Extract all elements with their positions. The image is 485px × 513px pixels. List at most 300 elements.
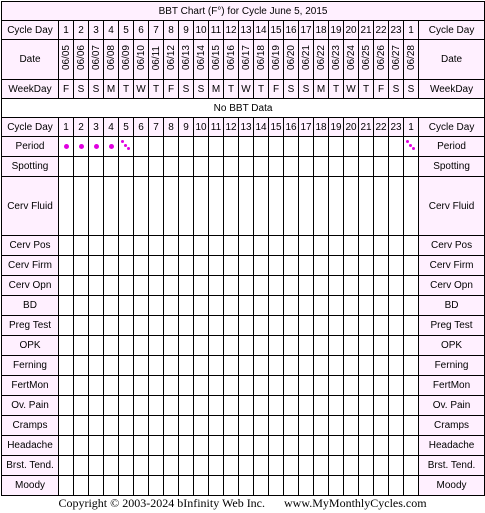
opk-cell[interactable] <box>269 336 284 356</box>
moody-cell[interactable] <box>179 476 194 496</box>
bd-cell[interactable] <box>374 296 389 316</box>
cramps-cell[interactable] <box>149 416 164 436</box>
fertmon-cell[interactable] <box>89 376 104 396</box>
cerv-fluid-cell[interactable] <box>164 177 179 236</box>
fertmon-cell[interactable] <box>119 376 134 396</box>
preg-test-cell[interactable] <box>209 316 224 336</box>
headache-cell[interactable] <box>74 436 89 456</box>
opk-cell[interactable] <box>149 336 164 356</box>
cerv-opn-cell[interactable] <box>284 276 299 296</box>
fertmon-cell[interactable] <box>299 376 314 396</box>
cramps-cell[interactable] <box>89 416 104 436</box>
headache-cell[interactable] <box>104 436 119 456</box>
preg-test-cell[interactable] <box>104 316 119 336</box>
headache-cell[interactable] <box>179 436 194 456</box>
cerv-opn-cell[interactable] <box>104 276 119 296</box>
ov-pain-cell[interactable] <box>389 396 404 416</box>
bd-cell[interactable] <box>359 296 374 316</box>
moody-cell[interactable] <box>284 476 299 496</box>
ferning-cell[interactable] <box>314 356 329 376</box>
ov-pain-cell[interactable] <box>134 396 149 416</box>
cramps-cell[interactable] <box>119 416 134 436</box>
headache-cell[interactable] <box>344 436 359 456</box>
ov-pain-cell[interactable] <box>224 396 239 416</box>
cerv-firm-cell[interactable] <box>344 256 359 276</box>
cerv-pos-cell[interactable] <box>74 236 89 256</box>
cerv-fluid-cell[interactable] <box>209 177 224 236</box>
preg-test-cell[interactable] <box>149 316 164 336</box>
period-cell[interactable] <box>224 137 239 157</box>
cerv-opn-cell[interactable] <box>269 276 284 296</box>
period-cell[interactable] <box>179 137 194 157</box>
period-cell[interactable] <box>284 137 299 157</box>
ov-pain-cell[interactable] <box>344 396 359 416</box>
brst-tend-cell[interactable] <box>59 456 74 476</box>
period-cell[interactable] <box>59 137 74 157</box>
ov-pain-cell[interactable] <box>179 396 194 416</box>
cramps-cell[interactable] <box>209 416 224 436</box>
cerv-firm-cell[interactable] <box>359 256 374 276</box>
fertmon-cell[interactable] <box>329 376 344 396</box>
cerv-firm-cell[interactable] <box>164 256 179 276</box>
cerv-pos-cell[interactable] <box>89 236 104 256</box>
moody-cell[interactable] <box>149 476 164 496</box>
brst-tend-cell[interactable] <box>404 456 419 476</box>
moody-cell[interactable] <box>119 476 134 496</box>
cramps-cell[interactable] <box>134 416 149 436</box>
fertmon-cell[interactable] <box>164 376 179 396</box>
brst-tend-cell[interactable] <box>104 456 119 476</box>
cramps-cell[interactable] <box>389 416 404 436</box>
cerv-fluid-cell[interactable] <box>329 177 344 236</box>
bd-cell[interactable] <box>224 296 239 316</box>
period-cell[interactable] <box>104 137 119 157</box>
spotting-cell[interactable] <box>389 157 404 177</box>
moody-cell[interactable] <box>134 476 149 496</box>
cerv-fluid-cell[interactable] <box>104 177 119 236</box>
cramps-cell[interactable] <box>329 416 344 436</box>
preg-test-cell[interactable] <box>119 316 134 336</box>
cerv-fluid-cell[interactable] <box>284 177 299 236</box>
opk-cell[interactable] <box>389 336 404 356</box>
ov-pain-cell[interactable] <box>74 396 89 416</box>
preg-test-cell[interactable] <box>299 316 314 336</box>
cerv-opn-cell[interactable] <box>164 276 179 296</box>
spotting-cell[interactable] <box>374 157 389 177</box>
fertmon-cell[interactable] <box>284 376 299 396</box>
cerv-opn-cell[interactable] <box>389 276 404 296</box>
ferning-cell[interactable] <box>389 356 404 376</box>
bd-cell[interactable] <box>74 296 89 316</box>
bd-cell[interactable] <box>194 296 209 316</box>
ferning-cell[interactable] <box>209 356 224 376</box>
fertmon-cell[interactable] <box>374 376 389 396</box>
preg-test-cell[interactable] <box>59 316 74 336</box>
fertmon-cell[interactable] <box>344 376 359 396</box>
cerv-pos-cell[interactable] <box>269 236 284 256</box>
cerv-pos-cell[interactable] <box>134 236 149 256</box>
ferning-cell[interactable] <box>374 356 389 376</box>
brst-tend-cell[interactable] <box>134 456 149 476</box>
headache-cell[interactable] <box>164 436 179 456</box>
brst-tend-cell[interactable] <box>299 456 314 476</box>
cerv-pos-cell[interactable] <box>239 236 254 256</box>
cramps-cell[interactable] <box>74 416 89 436</box>
brst-tend-cell[interactable] <box>329 456 344 476</box>
ferning-cell[interactable] <box>104 356 119 376</box>
cerv-opn-cell[interactable] <box>329 276 344 296</box>
cerv-opn-cell[interactable] <box>239 276 254 296</box>
cramps-cell[interactable] <box>194 416 209 436</box>
headache-cell[interactable] <box>299 436 314 456</box>
cerv-firm-cell[interactable] <box>119 256 134 276</box>
site-link[interactable]: www.MyMonthlyCycles.com <box>284 496 427 510</box>
fertmon-cell[interactable] <box>74 376 89 396</box>
bd-cell[interactable] <box>239 296 254 316</box>
cramps-cell[interactable] <box>344 416 359 436</box>
preg-test-cell[interactable] <box>284 316 299 336</box>
period-cell[interactable] <box>404 137 419 157</box>
cerv-firm-cell[interactable] <box>134 256 149 276</box>
cerv-pos-cell[interactable] <box>359 236 374 256</box>
brst-tend-cell[interactable] <box>194 456 209 476</box>
opk-cell[interactable] <box>329 336 344 356</box>
ov-pain-cell[interactable] <box>59 396 74 416</box>
cerv-fluid-cell[interactable] <box>344 177 359 236</box>
opk-cell[interactable] <box>314 336 329 356</box>
moody-cell[interactable] <box>74 476 89 496</box>
preg-test-cell[interactable] <box>134 316 149 336</box>
opk-cell[interactable] <box>134 336 149 356</box>
cerv-opn-cell[interactable] <box>404 276 419 296</box>
fertmon-cell[interactable] <box>314 376 329 396</box>
preg-test-cell[interactable] <box>389 316 404 336</box>
fertmon-cell[interactable] <box>359 376 374 396</box>
period-cell[interactable] <box>74 137 89 157</box>
headache-cell[interactable] <box>404 436 419 456</box>
opk-cell[interactable] <box>239 336 254 356</box>
bd-cell[interactable] <box>269 296 284 316</box>
spotting-cell[interactable] <box>299 157 314 177</box>
spotting-cell[interactable] <box>329 157 344 177</box>
preg-test-cell[interactable] <box>374 316 389 336</box>
cerv-pos-cell[interactable] <box>374 236 389 256</box>
ferning-cell[interactable] <box>359 356 374 376</box>
brst-tend-cell[interactable] <box>209 456 224 476</box>
opk-cell[interactable] <box>299 336 314 356</box>
opk-cell[interactable] <box>254 336 269 356</box>
spotting-cell[interactable] <box>89 157 104 177</box>
cerv-fluid-cell[interactable] <box>59 177 74 236</box>
period-cell[interactable] <box>194 137 209 157</box>
period-cell[interactable] <box>359 137 374 157</box>
cerv-fluid-cell[interactable] <box>89 177 104 236</box>
moody-cell[interactable] <box>344 476 359 496</box>
preg-test-cell[interactable] <box>359 316 374 336</box>
cerv-fluid-cell[interactable] <box>224 177 239 236</box>
fertmon-cell[interactable] <box>59 376 74 396</box>
period-cell[interactable] <box>269 137 284 157</box>
spotting-cell[interactable] <box>194 157 209 177</box>
ferning-cell[interactable] <box>239 356 254 376</box>
preg-test-cell[interactable] <box>329 316 344 336</box>
spotting-cell[interactable] <box>284 157 299 177</box>
cerv-opn-cell[interactable] <box>74 276 89 296</box>
cerv-fluid-cell[interactable] <box>194 177 209 236</box>
brst-tend-cell[interactable] <box>359 456 374 476</box>
fertmon-cell[interactable] <box>209 376 224 396</box>
bd-cell[interactable] <box>164 296 179 316</box>
cerv-pos-cell[interactable] <box>119 236 134 256</box>
cramps-cell[interactable] <box>404 416 419 436</box>
spotting-cell[interactable] <box>59 157 74 177</box>
cerv-fluid-cell[interactable] <box>389 177 404 236</box>
cerv-firm-cell[interactable] <box>254 256 269 276</box>
cramps-cell[interactable] <box>59 416 74 436</box>
ferning-cell[interactable] <box>164 356 179 376</box>
cerv-opn-cell[interactable] <box>374 276 389 296</box>
ov-pain-cell[interactable] <box>254 396 269 416</box>
moody-cell[interactable] <box>89 476 104 496</box>
ferning-cell[interactable] <box>74 356 89 376</box>
cerv-pos-cell[interactable] <box>104 236 119 256</box>
ov-pain-cell[interactable] <box>329 396 344 416</box>
cerv-pos-cell[interactable] <box>284 236 299 256</box>
cramps-cell[interactable] <box>179 416 194 436</box>
opk-cell[interactable] <box>284 336 299 356</box>
cerv-opn-cell[interactable] <box>359 276 374 296</box>
spotting-cell[interactable] <box>134 157 149 177</box>
ferning-cell[interactable] <box>179 356 194 376</box>
bd-cell[interactable] <box>314 296 329 316</box>
cramps-cell[interactable] <box>314 416 329 436</box>
ferning-cell[interactable] <box>284 356 299 376</box>
headache-cell[interactable] <box>269 436 284 456</box>
bd-cell[interactable] <box>209 296 224 316</box>
preg-test-cell[interactable] <box>194 316 209 336</box>
cerv-fluid-cell[interactable] <box>404 177 419 236</box>
bd-cell[interactable] <box>89 296 104 316</box>
period-cell[interactable] <box>314 137 329 157</box>
spotting-cell[interactable] <box>179 157 194 177</box>
cerv-fluid-cell[interactable] <box>134 177 149 236</box>
bd-cell[interactable] <box>149 296 164 316</box>
brst-tend-cell[interactable] <box>389 456 404 476</box>
ov-pain-cell[interactable] <box>314 396 329 416</box>
headache-cell[interactable] <box>314 436 329 456</box>
cerv-fluid-cell[interactable] <box>374 177 389 236</box>
opk-cell[interactable] <box>119 336 134 356</box>
moody-cell[interactable] <box>104 476 119 496</box>
ov-pain-cell[interactable] <box>164 396 179 416</box>
cerv-pos-cell[interactable] <box>314 236 329 256</box>
cerv-firm-cell[interactable] <box>284 256 299 276</box>
period-cell[interactable] <box>209 137 224 157</box>
cerv-opn-cell[interactable] <box>89 276 104 296</box>
ferning-cell[interactable] <box>299 356 314 376</box>
cerv-firm-cell[interactable] <box>59 256 74 276</box>
ferning-cell[interactable] <box>329 356 344 376</box>
cerv-firm-cell[interactable] <box>179 256 194 276</box>
cerv-firm-cell[interactable] <box>374 256 389 276</box>
period-cell[interactable] <box>119 137 134 157</box>
headache-cell[interactable] <box>134 436 149 456</box>
bd-cell[interactable] <box>344 296 359 316</box>
spotting-cell[interactable] <box>104 157 119 177</box>
cerv-fluid-cell[interactable] <box>239 177 254 236</box>
period-cell[interactable] <box>329 137 344 157</box>
ov-pain-cell[interactable] <box>119 396 134 416</box>
cerv-opn-cell[interactable] <box>254 276 269 296</box>
cerv-firm-cell[interactable] <box>149 256 164 276</box>
moody-cell[interactable] <box>299 476 314 496</box>
cerv-pos-cell[interactable] <box>149 236 164 256</box>
headache-cell[interactable] <box>59 436 74 456</box>
spotting-cell[interactable] <box>149 157 164 177</box>
headache-cell[interactable] <box>209 436 224 456</box>
cerv-fluid-cell[interactable] <box>269 177 284 236</box>
fertmon-cell[interactable] <box>179 376 194 396</box>
ferning-cell[interactable] <box>89 356 104 376</box>
preg-test-cell[interactable] <box>89 316 104 336</box>
opk-cell[interactable] <box>89 336 104 356</box>
cramps-cell[interactable] <box>269 416 284 436</box>
cramps-cell[interactable] <box>284 416 299 436</box>
moody-cell[interactable] <box>224 476 239 496</box>
fertmon-cell[interactable] <box>239 376 254 396</box>
ov-pain-cell[interactable] <box>89 396 104 416</box>
period-cell[interactable] <box>374 137 389 157</box>
cramps-cell[interactable] <box>239 416 254 436</box>
cerv-firm-cell[interactable] <box>194 256 209 276</box>
spotting-cell[interactable] <box>74 157 89 177</box>
ov-pain-cell[interactable] <box>374 396 389 416</box>
moody-cell[interactable] <box>194 476 209 496</box>
opk-cell[interactable] <box>164 336 179 356</box>
cramps-cell[interactable] <box>164 416 179 436</box>
opk-cell[interactable] <box>359 336 374 356</box>
cerv-pos-cell[interactable] <box>389 236 404 256</box>
preg-test-cell[interactable] <box>179 316 194 336</box>
preg-test-cell[interactable] <box>74 316 89 336</box>
brst-tend-cell[interactable] <box>119 456 134 476</box>
cerv-fluid-cell[interactable] <box>254 177 269 236</box>
headache-cell[interactable] <box>254 436 269 456</box>
preg-test-cell[interactable] <box>164 316 179 336</box>
cramps-cell[interactable] <box>224 416 239 436</box>
ov-pain-cell[interactable] <box>284 396 299 416</box>
cerv-pos-cell[interactable] <box>404 236 419 256</box>
cerv-opn-cell[interactable] <box>134 276 149 296</box>
spotting-cell[interactable] <box>269 157 284 177</box>
spotting-cell[interactable] <box>164 157 179 177</box>
ferning-cell[interactable] <box>149 356 164 376</box>
opk-cell[interactable] <box>374 336 389 356</box>
brst-tend-cell[interactable] <box>149 456 164 476</box>
headache-cell[interactable] <box>224 436 239 456</box>
period-cell[interactable] <box>299 137 314 157</box>
cerv-firm-cell[interactable] <box>224 256 239 276</box>
moody-cell[interactable] <box>389 476 404 496</box>
ferning-cell[interactable] <box>224 356 239 376</box>
period-cell[interactable] <box>164 137 179 157</box>
cerv-pos-cell[interactable] <box>344 236 359 256</box>
fertmon-cell[interactable] <box>194 376 209 396</box>
brst-tend-cell[interactable] <box>89 456 104 476</box>
ferning-cell[interactable] <box>344 356 359 376</box>
brst-tend-cell[interactable] <box>344 456 359 476</box>
cerv-fluid-cell[interactable] <box>299 177 314 236</box>
cerv-fluid-cell[interactable] <box>74 177 89 236</box>
ov-pain-cell[interactable] <box>149 396 164 416</box>
bd-cell[interactable] <box>104 296 119 316</box>
bd-cell[interactable] <box>59 296 74 316</box>
cerv-opn-cell[interactable] <box>179 276 194 296</box>
headache-cell[interactable] <box>374 436 389 456</box>
bd-cell[interactable] <box>329 296 344 316</box>
fertmon-cell[interactable] <box>224 376 239 396</box>
spotting-cell[interactable] <box>314 157 329 177</box>
spotting-cell[interactable] <box>119 157 134 177</box>
cerv-firm-cell[interactable] <box>299 256 314 276</box>
headache-cell[interactable] <box>359 436 374 456</box>
cerv-pos-cell[interactable] <box>329 236 344 256</box>
cramps-cell[interactable] <box>374 416 389 436</box>
period-cell[interactable] <box>344 137 359 157</box>
moody-cell[interactable] <box>59 476 74 496</box>
bd-cell[interactable] <box>284 296 299 316</box>
ov-pain-cell[interactable] <box>359 396 374 416</box>
cerv-opn-cell[interactable] <box>314 276 329 296</box>
cerv-opn-cell[interactable] <box>149 276 164 296</box>
cerv-opn-cell[interactable] <box>344 276 359 296</box>
brst-tend-cell[interactable] <box>374 456 389 476</box>
cerv-firm-cell[interactable] <box>239 256 254 276</box>
cramps-cell[interactable] <box>359 416 374 436</box>
cerv-pos-cell[interactable] <box>194 236 209 256</box>
period-cell[interactable] <box>149 137 164 157</box>
ov-pain-cell[interactable] <box>404 396 419 416</box>
ov-pain-cell[interactable] <box>194 396 209 416</box>
headache-cell[interactable] <box>389 436 404 456</box>
moody-cell[interactable] <box>254 476 269 496</box>
opk-cell[interactable] <box>74 336 89 356</box>
ov-pain-cell[interactable] <box>269 396 284 416</box>
cerv-opn-cell[interactable] <box>59 276 74 296</box>
headache-cell[interactable] <box>119 436 134 456</box>
cerv-pos-cell[interactable] <box>209 236 224 256</box>
cramps-cell[interactable] <box>254 416 269 436</box>
ferning-cell[interactable] <box>254 356 269 376</box>
cerv-firm-cell[interactable] <box>269 256 284 276</box>
headache-cell[interactable] <box>89 436 104 456</box>
moody-cell[interactable] <box>239 476 254 496</box>
brst-tend-cell[interactable] <box>269 456 284 476</box>
cerv-firm-cell[interactable] <box>329 256 344 276</box>
cramps-cell[interactable] <box>299 416 314 436</box>
fertmon-cell[interactable] <box>104 376 119 396</box>
cerv-opn-cell[interactable] <box>119 276 134 296</box>
ferning-cell[interactable] <box>404 356 419 376</box>
fertmon-cell[interactable] <box>149 376 164 396</box>
cerv-fluid-cell[interactable] <box>314 177 329 236</box>
preg-test-cell[interactable] <box>269 316 284 336</box>
spotting-cell[interactable] <box>359 157 374 177</box>
cerv-fluid-cell[interactable] <box>119 177 134 236</box>
moody-cell[interactable] <box>404 476 419 496</box>
moody-cell[interactable] <box>329 476 344 496</box>
opk-cell[interactable] <box>104 336 119 356</box>
